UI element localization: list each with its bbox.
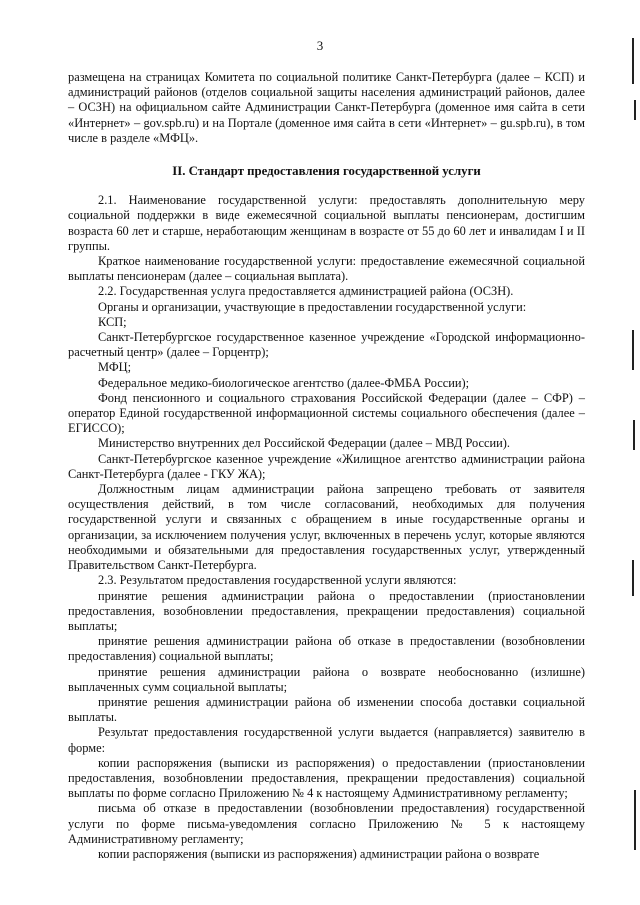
list-item: Фонд пенсионного и социального страхования Российской Федерации (далее – СФР) – оператор Единой государственной информационной системы социального обеспечения (далее – ЕГИССО);	[68, 390, 585, 436]
paragraph: 2.1. Наименование государственной услуги: предоставлять дополнительную меру социальной поддержки в виде ежемесячной социальной выплаты пенсионерам, достигшим возраста 60 лет и старше, неработающим женщинам в возрасте от 55 до 60 лет и инвалидам I и II группы.	[68, 193, 585, 253]
section-heading: II. Стандарт предоставления государственной услуги	[172, 164, 481, 179]
document-body	[68, 70, 585, 862]
scan-edge-mark	[632, 330, 634, 370]
page-number: 3	[316, 38, 324, 53]
paragraph: Краткое наименование государственной услуги: предоставление ежемесячной социальной выплаты пенсионерам (далее – социальная выплата).	[68, 254, 585, 284]
paragraph: Результат предоставления государственной услуги выдается (направляется) заявителю в форме:	[68, 725, 585, 755]
list-item: письма об отказе в предоставлении (возобновлении предоставления) государственной услуги по форме письма-уведомления согласно Приложению № 5 к настоящему Административному регламенту;	[68, 801, 585, 846]
list-item: КСП;	[98, 314, 127, 329]
scan-edge-mark	[634, 790, 636, 850]
list-item: Санкт-Петербургское государственное казенное учреждение «Городской информационно-расчетный центр» (далее – Горцентр);	[68, 330, 585, 360]
paragraph: 2.2. Государственная услуга предоставляется администрацией района (ОСЗН).	[98, 284, 514, 299]
scan-edge-mark	[632, 560, 634, 596]
list-item: копии распоряжения (выписки из распоряжения) администрации района о возврате	[98, 846, 540, 861]
list-item: принятие решения администрации района о предоставлении (приостановлении предоставления, возобновлении предоставления, прекращении предоставления) социальной выплаты;	[68, 588, 585, 633]
paragraph: Органы и организации, участвующие в предоставлении государственной услуги:	[98, 299, 527, 314]
list-item: принятие решения администрации района о возврате необоснованно (излишне) выплаченных сумм социальной выплаты;	[68, 664, 585, 694]
list-item: Министерство внутренних дел Российской Федерации (далее – МВД России).	[98, 436, 511, 451]
scan-edge-mark	[632, 38, 634, 84]
paragraph: размещена на страницах Комитета по социальной политике Санкт-Петербурга (далее – КСП) и администраций районов (отделов социальной защиты населения администраций районов, далее – ОСЗН) на официальном сайте Администрации Санкт-Петербурга (доменное имя сайта в сети «Интернет» – gov.spb.ru) и на Портале (доменное имя сайта в сети «Интернет» – gu.spb.ru), в том числе в разделе «МФЦ».	[68, 70, 585, 145]
list-item: принятие решения администрации района об изменении способа доставки социальной выплаты.	[68, 694, 585, 725]
scan-edge-mark	[633, 420, 635, 450]
list-item: копии распоряжения (выписки из распоряжения) о предоставлении (приостановлении предоставления, возобновлении предоставления, прекращении предоставления) социальной выплаты по форме согласно Приложению № 4 к настоящему Административному регламенту;	[68, 755, 585, 801]
paragraph: Должностным лицам администрации района запрещено требовать от заявителя осуществления действий, в том числе согласований, необходимых для получения государственной услуги и связанных с обращением в иные государственные органы и организации, за исключением получения услуг, включенных в перечень услуг, которые являются необходимыми и обязательными для предоставления государственных услуг, утвержденный Правительством Санкт-Петербурга.	[68, 482, 585, 573]
list-item: принятие решения администрации района об отказе в предоставлении (возобновлении предоставления) социальной выплаты;	[68, 634, 585, 664]
list-item: Федеральное медико-биологическое агентство (далее-ФМБА России);	[98, 375, 470, 390]
paragraph: 2.3. Результатом предоставления государственной услуги являются:	[98, 573, 457, 588]
list-item: Санкт-Петербургское казенное учреждение «Жилищное агентство администрации района Санкт-Петербурга (далее - ГКУ ЖА);	[68, 451, 585, 481]
list-item: МФЦ;	[98, 360, 132, 375]
scan-edge-mark	[634, 100, 636, 120]
